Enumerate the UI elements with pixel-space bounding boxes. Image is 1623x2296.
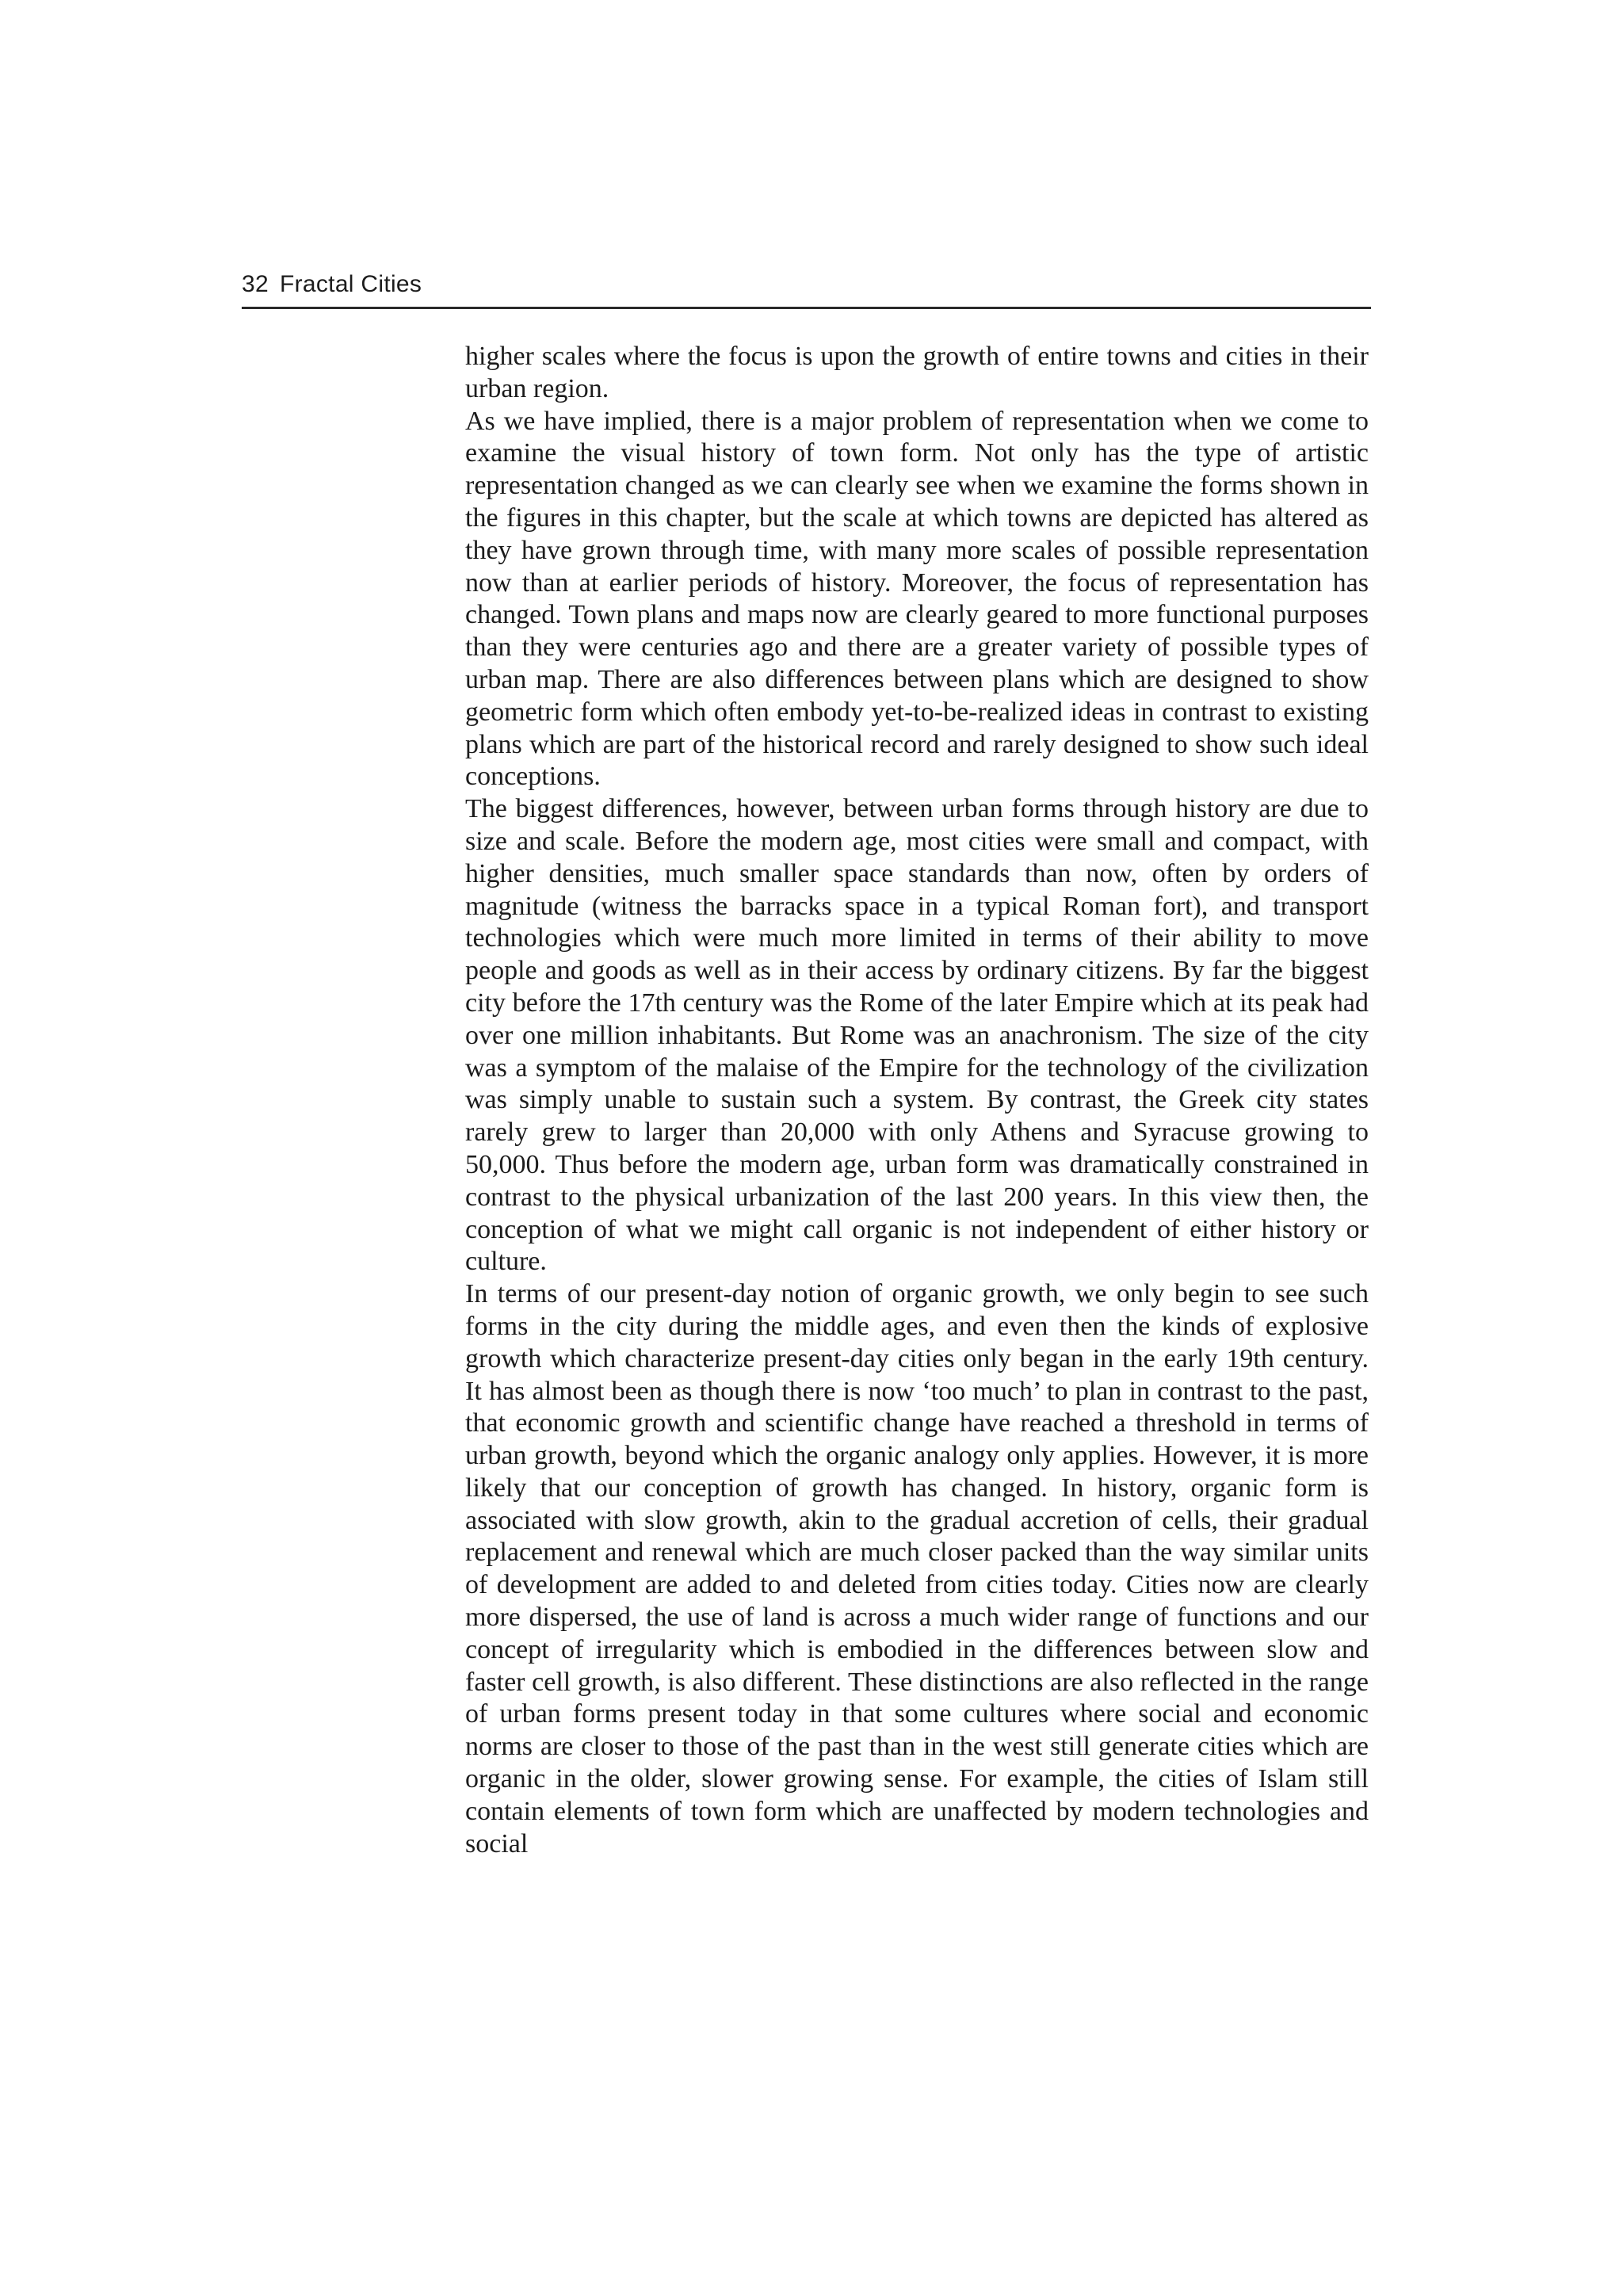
running-title: Fractal Cities bbox=[279, 271, 422, 297]
running-head bbox=[242, 265, 1371, 304]
body-text bbox=[465, 341, 1369, 1860]
page-number: 32 bbox=[242, 271, 269, 297]
paragraph-representation: As we have implied, there is a major problem of representation when we come to examine the visual history of town form. Not only has the type of artistic representation changed as we can clearly see when we examine the forms shown in the figures in this chapter, but the scale at which towns are depicted has altered as they have grown through time, with many more scales of possible representation now than at earlier periods of history. Moreover, the focus of representation has changed. Town plans and maps now are clearly geared to more functional purposes than they were centuries ago and there are a greater variety of possible types of urban map. There are also differences between plans which are designed to show geometric form which often embody yet-to-be-realized ideas in contrast to existing plans which are part of the historical record and rarely designed to show such ideal conceptions. bbox=[465, 406, 1369, 792]
paragraph-continuation: higher scales where the focus is upon the growth of entire towns and cities in their urban region. bbox=[465, 342, 1369, 403]
header-rule bbox=[242, 307, 1371, 309]
paragraph-size-and-scale: The biggest differences, however, between urban forms through history are due to size and scale. Before the modern age, most cities were small and compact, with higher densities, much smaller space standards than now, often by orders of magnitude (witness the barracks space in a typical Roman fort), and transport technologies which were much more limited in terms of their ability to move people and goods as well as in their access by ordinary citizens. By far the biggest city before the 17th century was the Rome of the later Empire which at its peak had over one million inhabitants. But Rome was an anachronism. The size of the city was a symptom of the malaise of the Empire for the technology of the civilization was simply unable to sustain such a system. By contrast, the Greek city states rarely grew to larger than 20,000 with only Athens and Syracuse growing to 50,000. Thus before the modern age, urban form was dramatically constrained in contrast to the physical urbanization of the last 200 years. In this view then, the conception of what we might call organic is not independent of either history or culture. bbox=[465, 794, 1369, 1277]
paragraph-organic-growth: In terms of our present-day notion of organic growth, we only begin to see such forms in the city during the middle ages, and even then the kinds of explosive growth which characterize present-day cities only began in the early 19th century. It has almost been as though there is now ‘too much’ to plan in contrast to the past, that economic growth and scientific change have reached a threshold in terms of urban growth, beyond which the organic analogy only applies. However, it is more likely that our conception of growth has changed. In history, organic form is associated with slow growth, akin to the gradual accretion of cells, their gradual replacement and renewal which are much closer packed than the way similar units of development are added to and deleted from cities today. Cities now are clearly more dispersed, the use of land is across a much wider range of functions and our concept of irregularity which is embodied in the differences between slow and faster cell growth, is also different. These distinctions are also reflected in the range of urban forms present today in that some cultures where social and economic norms are closer to those of the past than in the west still generate cities which are organic in the older, slower growing sense. For example, the cities of Islam still contain elements of town form which are unaffected by modern technologies and social bbox=[465, 1279, 1369, 1859]
